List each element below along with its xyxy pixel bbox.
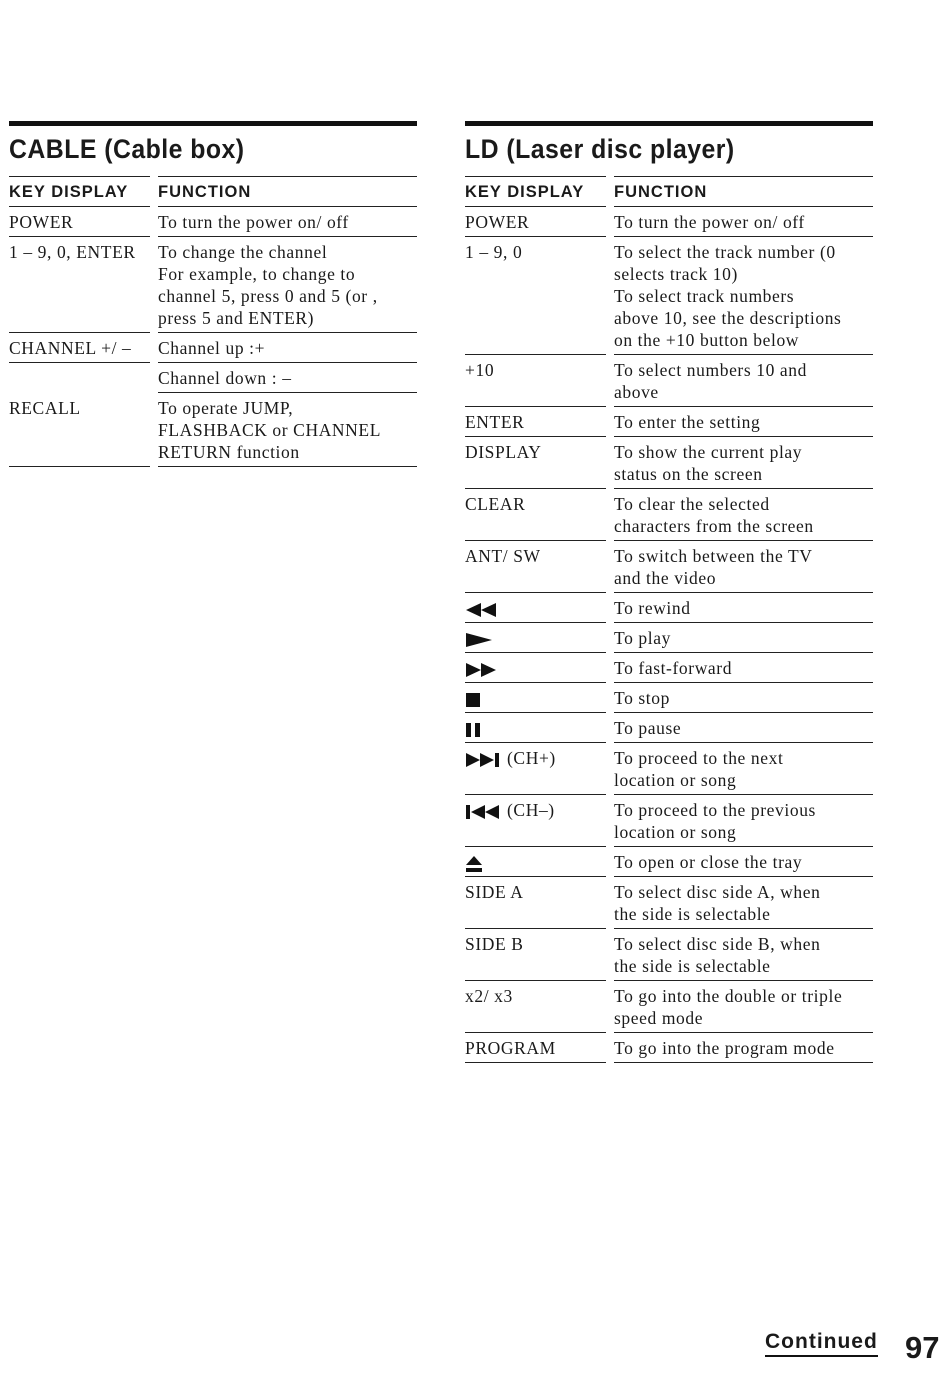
cable-table-body — [9, 207, 417, 467]
key-display-cell — [465, 407, 606, 437]
function-text-line: characters from the screen — [614, 516, 814, 536]
key-label: POWER — [9, 212, 74, 232]
function-cell — [614, 847, 873, 877]
key-display-cell — [465, 713, 606, 743]
key-label: CHANNEL +/ – — [9, 338, 132, 358]
eject-icon — [465, 856, 483, 872]
stop-icon — [465, 693, 481, 707]
function-text-line: To rewind — [614, 598, 691, 618]
key-display-cell — [465, 541, 606, 593]
key-label: CLEAR — [465, 494, 526, 514]
table-row — [465, 713, 873, 743]
function-cell — [614, 623, 873, 653]
key-display-cell — [9, 333, 150, 363]
key-display-cell — [465, 877, 606, 929]
function-cell — [158, 333, 417, 363]
function-cell — [614, 541, 873, 593]
key-display-cell — [465, 355, 606, 407]
key-display-cell — [465, 743, 606, 795]
function-cell — [158, 393, 417, 467]
ld-table-body — [465, 207, 873, 1063]
table-row — [9, 333, 417, 363]
function-text-line: To select disc side A, when — [614, 882, 821, 902]
function-text-line: the side is selectable — [614, 956, 771, 976]
table-row — [465, 653, 873, 683]
key-display-cell — [465, 207, 606, 237]
function-text-line: To go into the program mode — [614, 1038, 835, 1058]
function-text-line: For example, to change to — [158, 264, 356, 284]
table-row — [465, 795, 873, 847]
function-text-line: To select the track number (0 — [614, 242, 836, 262]
cable-header-row — [9, 176, 417, 207]
function-text-line: To turn the power on/ off — [614, 212, 805, 232]
function-text-line: FLASHBACK or CHANNEL — [158, 420, 381, 440]
key-display-cell — [9, 363, 150, 393]
function-text-line: on the +10 button below — [614, 330, 800, 350]
function-cell — [614, 981, 873, 1033]
function-text-line: selects track 10) — [614, 264, 738, 284]
function-cell — [614, 1033, 873, 1063]
function-header: FUNCTION — [614, 176, 873, 207]
function-text-line: To go into the double or triple — [614, 986, 843, 1006]
next-track-icon — [465, 753, 501, 767]
function-text-line: To fast-forward — [614, 658, 733, 678]
key-display-cell — [465, 623, 606, 653]
table-row — [465, 437, 873, 489]
function-cell — [614, 593, 873, 623]
table-row — [465, 981, 873, 1033]
pause-icon — [465, 723, 481, 737]
key-label: (CH+) — [507, 748, 556, 768]
table-row — [465, 683, 873, 713]
function-text-line: above — [614, 382, 659, 402]
fast-forward-icon — [465, 663, 497, 677]
key-display-cell — [9, 207, 150, 237]
function-cell — [614, 237, 873, 355]
key-display-cell — [465, 1033, 606, 1063]
function-text-line: To show the current play — [614, 442, 803, 462]
key-label: SIDE B — [465, 934, 524, 954]
function-text-line: press 5 and ENTER) — [158, 308, 315, 328]
table-row — [9, 393, 417, 467]
function-cell — [614, 489, 873, 541]
table-row — [465, 623, 873, 653]
play-icon — [465, 633, 493, 647]
function-header: FUNCTION — [158, 176, 417, 207]
table-row — [465, 743, 873, 795]
table-row — [465, 489, 873, 541]
table-row — [465, 1033, 873, 1063]
key-label: 1 – 9, 0 — [465, 242, 523, 262]
key-label: 1 – 9, 0, ENTER — [9, 242, 136, 262]
key-label: DISPLAY — [465, 442, 542, 462]
function-text-line: location or song — [614, 770, 737, 790]
function-text-line: To open or close the tray — [614, 852, 803, 872]
function-text-line: To stop — [614, 688, 670, 708]
key-label: +10 — [465, 360, 495, 380]
function-cell — [158, 207, 417, 237]
function-cell — [614, 407, 873, 437]
key-display-cell — [9, 393, 150, 467]
table-row — [465, 541, 873, 593]
function-cell — [614, 713, 873, 743]
key-label: ANT/ SW — [465, 546, 541, 566]
key-display-cell — [465, 683, 606, 713]
key-label: PROGRAM — [465, 1038, 556, 1058]
function-text-line: above 10, see the descriptions — [614, 308, 842, 328]
function-text-line: To operate JUMP, — [158, 398, 294, 418]
function-text-line: To clear the selected — [614, 494, 770, 514]
function-text-line: and the video — [614, 568, 717, 588]
function-text-line: To proceed to the previous — [614, 800, 816, 820]
function-text-line: speed mode — [614, 1008, 704, 1028]
key-display-cell — [465, 593, 606, 623]
key-label: ENTER — [465, 412, 525, 432]
key-display-header: KEY DISPLAY — [9, 176, 150, 207]
table-row — [465, 877, 873, 929]
table-row — [465, 355, 873, 407]
function-cell — [614, 355, 873, 407]
table-row — [465, 237, 873, 355]
function-cell — [158, 363, 417, 393]
key-label: x2/ x3 — [465, 986, 513, 1006]
function-cell — [614, 929, 873, 981]
table-row — [465, 847, 873, 877]
function-cell — [614, 207, 873, 237]
function-cell — [614, 437, 873, 489]
function-text-line: Channel up :+ — [158, 338, 266, 358]
key-display-cell — [465, 237, 606, 355]
cable-section — [9, 121, 417, 467]
function-text-line: To enter the setting — [614, 412, 761, 432]
ld-section — [465, 121, 873, 1063]
function-cell — [614, 877, 873, 929]
function-cell — [158, 237, 417, 333]
function-text-line: status on the screen — [614, 464, 763, 484]
rewind-icon — [465, 603, 497, 617]
function-cell — [614, 743, 873, 795]
ld-title: LD (Laser disc player) — [465, 134, 735, 164]
key-display-cell — [465, 653, 606, 683]
cable-title: CABLE (Cable box) — [9, 134, 245, 164]
function-text-line: To select track numbers — [614, 286, 795, 306]
function-cell — [614, 795, 873, 847]
previous-track-icon — [465, 805, 501, 819]
function-text-line: To turn the power on/ off — [158, 212, 349, 232]
table-row — [9, 363, 417, 393]
function-cell — [614, 683, 873, 713]
page-number: 97 — [905, 1330, 940, 1365]
function-text-line: To change the channel — [158, 242, 328, 262]
key-display-cell — [465, 847, 606, 877]
key-display-cell — [465, 437, 606, 489]
key-display-cell — [465, 929, 606, 981]
function-text-line: To switch between the TV — [614, 546, 813, 566]
function-text-line: location or song — [614, 822, 737, 842]
key-display-cell — [465, 489, 606, 541]
function-text-line: To proceed to the next — [614, 748, 784, 768]
function-text-line: To play — [614, 628, 671, 648]
key-label: SIDE A — [465, 882, 524, 902]
key-display-cell — [465, 795, 606, 847]
function-text-line: To select numbers 10 and — [614, 360, 807, 380]
function-text-line: To pause — [614, 718, 682, 738]
table-row — [465, 593, 873, 623]
table-row — [465, 929, 873, 981]
function-text-line: To select disc side B, when — [614, 934, 821, 954]
key-display-header: KEY DISPLAY — [465, 176, 606, 207]
ld-header-row — [465, 176, 873, 207]
table-row — [465, 407, 873, 437]
key-label: (CH–) — [507, 800, 555, 820]
table-row — [465, 207, 873, 237]
function-text-line: RETURN function — [158, 442, 300, 462]
function-text-line: Channel down : – — [158, 368, 292, 388]
function-text-line: channel 5, press 0 and 5 (or , — [158, 286, 378, 306]
function-cell — [614, 653, 873, 683]
function-text-line: the side is selectable — [614, 904, 771, 924]
key-display-cell — [9, 237, 150, 333]
key-display-cell — [465, 981, 606, 1033]
continued-label: Continued — [765, 1330, 878, 1357]
table-row — [9, 207, 417, 237]
key-label: POWER — [465, 212, 530, 232]
key-label: RECALL — [9, 398, 81, 418]
table-row — [9, 237, 417, 333]
